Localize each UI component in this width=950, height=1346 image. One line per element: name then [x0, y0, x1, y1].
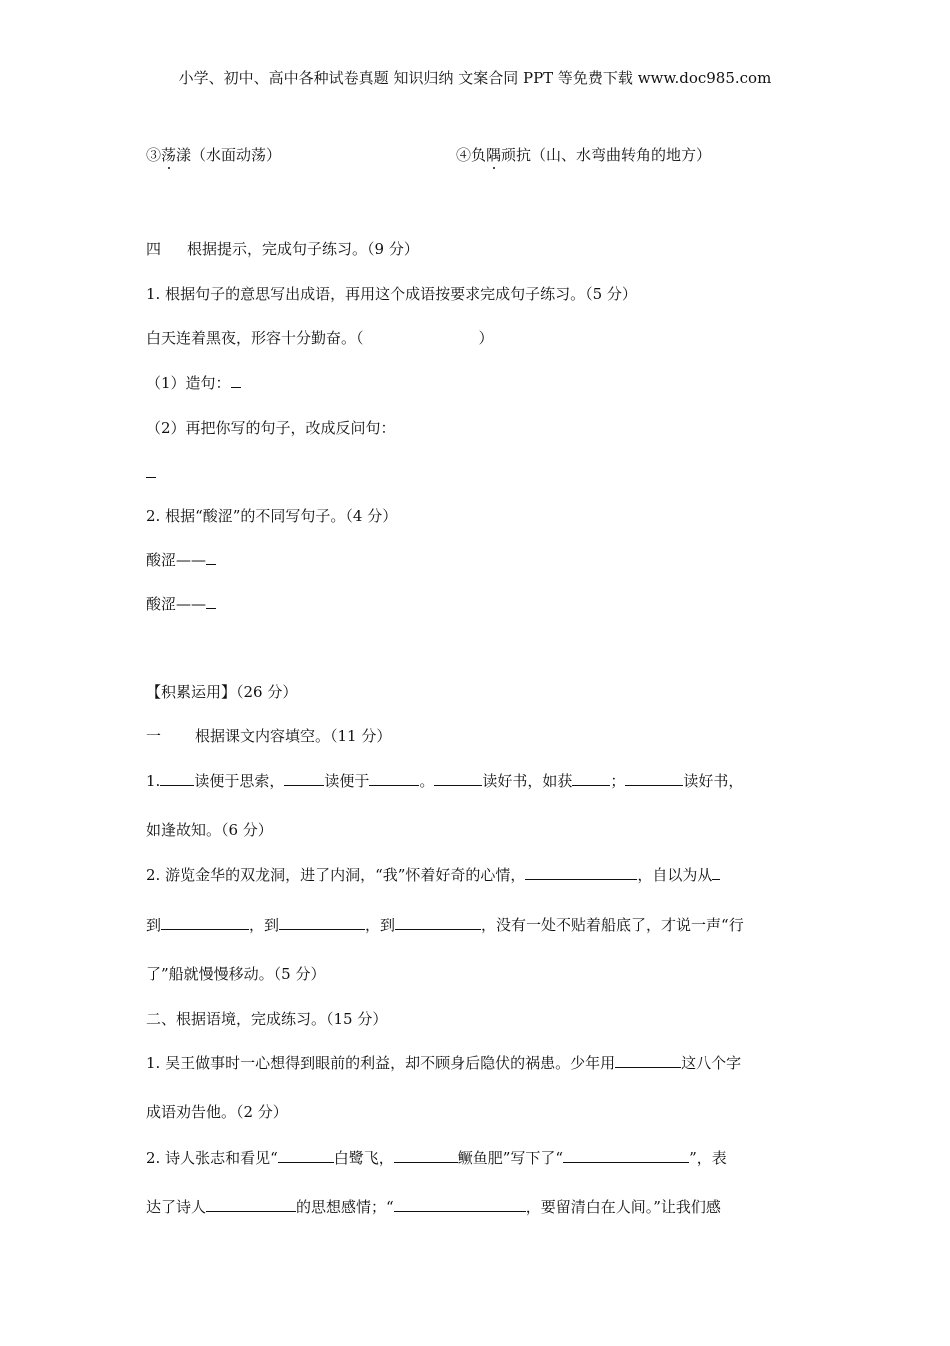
question-2: 2. 根据“酸涩”的不同写句子。（4 分） — [146, 507, 398, 525]
question-text: ，到 — [249, 916, 280, 934]
part-2-question-2-line2 — [146, 1197, 721, 1217]
section-4-heading — [146, 239, 419, 259]
part-title: 根据课文内容填空。（11 分） — [195, 727, 392, 745]
section-accumulation-title: 【积累运用】（26 分） — [146, 683, 298, 701]
emphasized-char: 隅 — [486, 146, 502, 164]
question-text: 的思想感情；“ — [296, 1198, 394, 1216]
question-1: 1. 根据句子的意思写出成语，再用这个成语按要求完成句子练习。（5 分） — [146, 285, 637, 303]
question-text: 白鹭飞， — [333, 1149, 394, 1167]
answer-blank[interactable] — [572, 771, 610, 786]
question-text: ，没有一处不贴着船底了，才说一声“行 — [481, 916, 744, 934]
answer-blank[interactable] — [161, 915, 249, 930]
page-header: 小学、初中、高中各种试卷真题 知识归纳 文案合同 PPT 等免费下载 www.doc985.com — [178, 69, 772, 87]
question-text: ，要留清白在人间。”让我们感 — [525, 1198, 721, 1216]
question-text: ，到 — [365, 916, 396, 934]
answer-blank[interactable] — [563, 1148, 689, 1163]
part-1-question-2 — [146, 865, 720, 885]
question-text: 。 — [419, 772, 435, 790]
answer-blank[interactable] — [206, 1197, 296, 1212]
part-2-question-1-cont: 成语劝告他。（2 分） — [146, 1103, 288, 1121]
part-1-question-2-cont: 了”船就慢慢移动。（5 分） — [146, 965, 326, 983]
answer-blank[interactable] — [394, 1197, 526, 1212]
answer-blank[interactable] — [615, 1053, 681, 1068]
word-definition: 顽抗（山、水弯曲转角的地方） — [501, 146, 712, 164]
part-1-question-1 — [146, 771, 743, 791]
line-label: 酸涩—— — [146, 551, 207, 569]
answer-blank[interactable] — [146, 463, 156, 478]
question-number: 1. — [146, 772, 161, 790]
question-text: ”，表 — [689, 1149, 727, 1167]
part-2-question-2 — [146, 1148, 727, 1168]
word-char: 负 — [471, 146, 487, 164]
answer-blank[interactable] — [284, 771, 324, 786]
question-1-sub1 — [146, 373, 241, 393]
prompt-close: ） — [478, 329, 494, 347]
question-text: 1. 吴王做事时一心想得到眼前的利益，却不顾身后隐伏的祸患。少年用 — [146, 1054, 616, 1072]
part-2-heading: 二、根据语境，完成练习。（15 分） — [146, 1010, 388, 1028]
question-text: 达了诗人 — [146, 1198, 207, 1216]
answer-blank[interactable] — [369, 771, 419, 786]
part-number: 一 — [146, 727, 162, 745]
line-label: 酸涩—— — [146, 595, 207, 613]
answer-blank[interactable] — [395, 915, 481, 930]
part-1-heading — [146, 726, 391, 746]
question-text: ； — [610, 772, 626, 790]
question-text: 到 — [146, 916, 162, 934]
question-text: ，自以为从 — [637, 866, 713, 884]
word-definition: （水面动荡） — [191, 146, 282, 164]
answer-blank[interactable] — [160, 771, 194, 786]
answer-blank[interactable] — [206, 550, 216, 565]
answer-blank[interactable] — [394, 1148, 458, 1163]
question-text: 2. 诗人张志和看见“ — [146, 1149, 278, 1167]
question-text: 读好书， — [683, 772, 744, 790]
question-1-prompt — [146, 328, 494, 348]
question-2-line2 — [146, 594, 216, 614]
section-number: 四 — [146, 240, 162, 258]
answer-blank[interactable] — [278, 1148, 334, 1163]
answer-blank[interactable] — [625, 771, 683, 786]
item-number: ④ — [456, 146, 472, 164]
question-text: 读便于 — [324, 772, 370, 790]
answer-blank[interactable] — [712, 865, 720, 880]
item-number: ③ — [146, 146, 162, 164]
question-2-line1 — [146, 550, 216, 570]
answer-blank[interactable] — [279, 915, 365, 930]
word-char: 漾 — [176, 146, 192, 164]
question-text: 读好书，如获 — [482, 772, 573, 790]
question-text: 鳜鱼肥”写下了“ — [457, 1149, 564, 1167]
sub-question-label: （1）造句： — [146, 374, 231, 392]
question-text: 读便于思索， — [194, 772, 285, 790]
question-1-sub2: （2）再把你写的句子，改成反问句： — [146, 419, 396, 437]
question-text: 2. 游览金华的双龙洞，进了内洞，“我”怀着好奇的心情， — [146, 866, 526, 884]
prompt-text: 白天连着黑夜，形容十分勤奋。（ — [146, 329, 364, 347]
answer-blank[interactable] — [206, 594, 216, 609]
emphasized-char: 荡 — [161, 146, 177, 164]
question-text: 这八个字 — [681, 1054, 742, 1072]
answer-blank[interactable] — [525, 865, 637, 880]
word-item-4 — [456, 145, 711, 165]
part-1-question-1-cont: 如逢故知。（6 分） — [146, 821, 273, 839]
answer-blank[interactable] — [231, 373, 241, 388]
question-1-sub2-answer — [146, 463, 156, 483]
part-1-question-2-line2 — [146, 915, 744, 935]
section-title: 根据提示，完成句子练习。（9 分） — [187, 240, 419, 258]
part-2-question-1 — [146, 1053, 741, 1073]
answer-blank[interactable] — [434, 771, 482, 786]
word-item-3 — [146, 145, 281, 165]
